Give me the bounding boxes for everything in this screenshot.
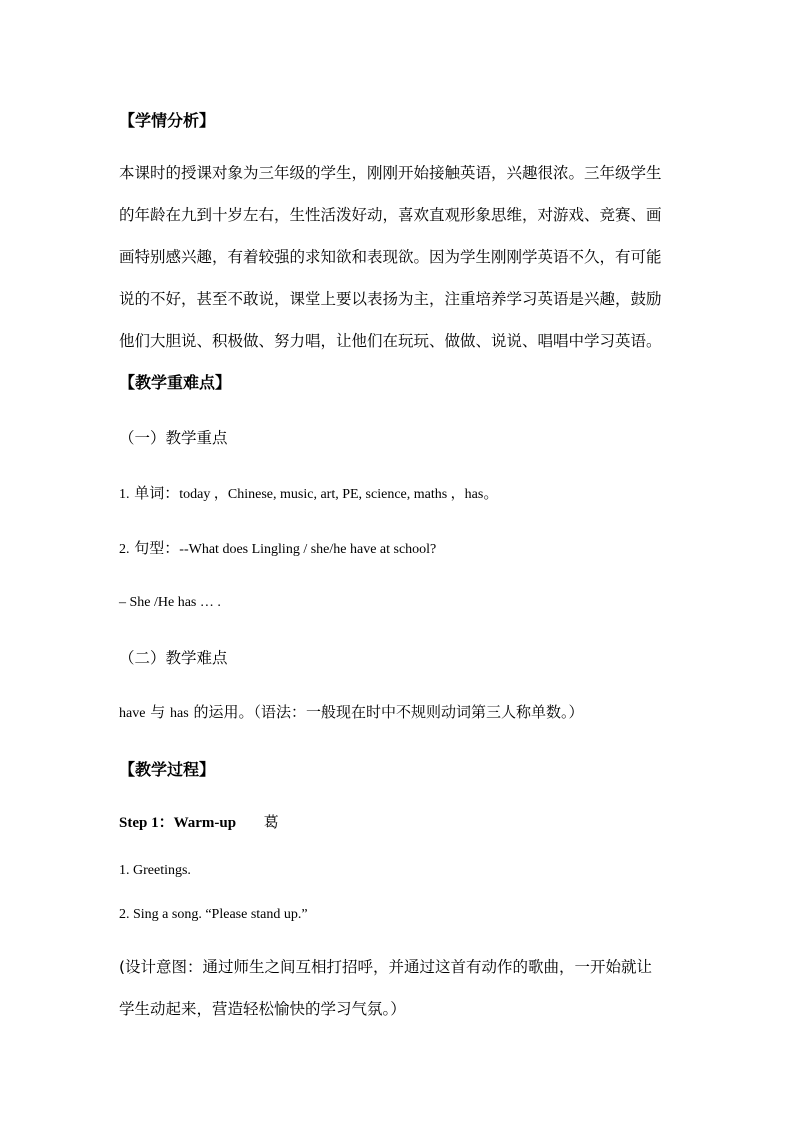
item-text: 1. Greetings. (119, 863, 191, 878)
paragraph-line: 他们大胆说、积极做、努力唱，让他们在玩玩、做做、说说、唱唱中学习英语。 (119, 332, 662, 350)
heading-learning-analysis: 【学情分析】 (119, 111, 216, 130)
difficulty-subheading: （二）教学难点 (119, 649, 228, 667)
list-number: 1. (119, 487, 130, 502)
sentence-pattern-question: --What does Lingling / she/he have at school? (179, 542, 437, 557)
vocabulary-line (119, 482, 498, 503)
paragraph-line: 的年龄在九到十岁左右，生性活泼好动，喜欢直观形象思维，对游戏、竞赛、画 (119, 206, 662, 224)
vocabulary-end-mark: 。 (483, 484, 499, 502)
focus-subheading: （一）教学重点 (119, 429, 228, 447)
word-have: have (119, 706, 146, 721)
word-with: 与 (150, 703, 166, 721)
design-intent-paragraph (119, 952, 679, 1036)
step1-stray-character: 葛 (263, 813, 279, 831)
paragraph-line: 本课时的授课对象为三年级的学生，刚刚开始接触英语，兴趣很浓。三年级学生 (119, 164, 662, 182)
heading-teaching-process: 【教学过程】 (119, 760, 216, 779)
paragraph-line: 学生动起来，营造轻松愉快的学习气氛。） (119, 1000, 406, 1018)
paragraph-line: (设计意图：通过师生之间互相打招呼，并通过这首有动作的歌曲，一开始就让 (119, 958, 653, 976)
step1-label: Step 1：Warm-up (119, 815, 237, 831)
difficulty-description: 的运用。（语法：一般现在时中不规则动词第三人称单数。） (193, 703, 584, 721)
paragraph-line: 说的不好，甚至不敢说，课堂上要以表扬为主，注重培养学习英语是兴趣，鼓励 (119, 290, 662, 308)
difficulty-line (119, 701, 583, 722)
sentence-pattern-answer (119, 592, 221, 611)
sentence-pattern-label: 句型： (134, 539, 180, 557)
step1-item-greetings (119, 860, 191, 879)
step1-item-song (119, 904, 308, 923)
word-has: has (170, 706, 189, 721)
vocabulary-label: 单词： (134, 484, 180, 502)
sentence-pattern-line (119, 537, 436, 558)
paragraph-line: 画特别感兴趣，有着较强的求知欲和表现欲。因为学生刚刚学英语不久，有可能 (119, 248, 662, 266)
learning-analysis-paragraph (119, 158, 679, 368)
answer-text: – She /He has … . (119, 595, 221, 610)
vocabulary-words: today ，Chinese, music, art, PE, science, maths ，has (179, 487, 484, 502)
item-text: 2. Sing a song. “Please stand up.” (119, 907, 308, 922)
list-number: 2. (119, 542, 130, 557)
heading-key-difficult-points: 【教学重难点】 (119, 373, 232, 392)
step1-title (119, 811, 279, 832)
